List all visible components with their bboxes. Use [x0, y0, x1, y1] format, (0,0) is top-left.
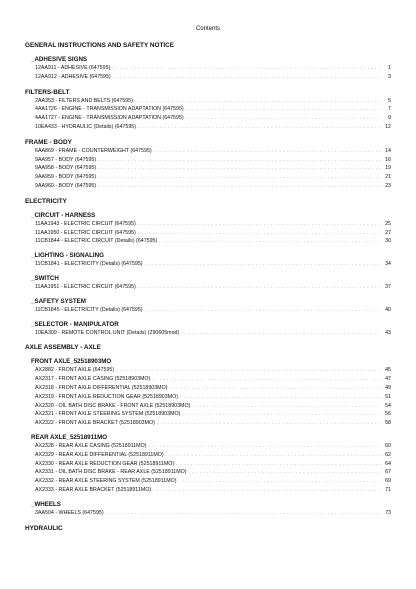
toc-subsection-title: _SAFETY SYSTEM — [31, 297, 86, 305]
toc-entry[interactable] — [35, 486, 391, 495]
toc-entry[interactable] — [35, 237, 391, 246]
toc-section-title: ELECTRICITY — [25, 197, 67, 205]
toc-entry-label: 10EA433 - HYDRAULIC (Details) (647595) — [35, 123, 136, 130]
dot-leader — [166, 451, 381, 460]
dot-leader — [176, 460, 381, 469]
toc-entry-label: AX2328 - REAR AXLE CASING (52518911MO) — [35, 442, 147, 449]
toc-entry[interactable] — [35, 393, 391, 402]
dot-leader — [138, 123, 381, 132]
dot-leader — [153, 486, 381, 495]
toc-page-number: 69 — [385, 478, 391, 485]
dot-leader — [145, 260, 381, 269]
table-of-contents — [25, 42, 391, 533]
dot-leader — [169, 384, 381, 393]
toc-page-number: 73 — [385, 509, 391, 516]
dot-leader — [189, 468, 381, 477]
toc-subsection-title: _SWITCH — [31, 274, 59, 282]
toc-entry-list — [35, 366, 391, 428]
toc-entry-list — [35, 64, 391, 82]
toc-page-number: 16 — [385, 156, 391, 163]
toc-entry[interactable] — [35, 97, 391, 106]
toc-page-number: 67 — [385, 469, 391, 476]
dot-leader — [98, 182, 381, 191]
toc-page-number: 43 — [385, 329, 391, 336]
toc-entry-label: AX2321 - FRONT AXLE STEERING SYSTEM (52518903MO) — [35, 411, 181, 418]
toc-entry-label: 11AA1943 - ELECTRIC CIRCUIT (647595) — [35, 220, 136, 227]
dot-leader — [182, 410, 381, 419]
toc-entry-list — [35, 220, 391, 246]
toc-page-number: 3 — [388, 73, 391, 80]
toc-page-number: 56 — [385, 411, 391, 418]
toc-entry[interactable] — [35, 283, 391, 292]
toc-entry-label: AX2333 - REAR AXLE BRACKET (52518911MO) — [35, 486, 152, 493]
dot-leader — [186, 114, 381, 123]
toc-page-number: 34 — [385, 261, 391, 268]
toc-entry[interactable] — [35, 410, 391, 419]
toc-entry-list — [35, 283, 391, 292]
toc-entry-label: AX2329 - REAR AXLE DIFFERENTIAL (52518911MO) — [35, 451, 164, 458]
toc-entry-label: 12AA911 - ADHESIVE (647595) — [35, 65, 111, 71]
toc-page-number: 49 — [385, 384, 391, 391]
toc-page-number: 21 — [385, 174, 391, 181]
dot-leader — [98, 173, 381, 182]
toc-entry[interactable] — [35, 114, 391, 123]
dot-leader — [179, 477, 381, 486]
toc-entry[interactable] — [35, 164, 391, 173]
toc-entry[interactable] — [35, 220, 391, 229]
toc-subsection-title: _LIGHTING - SIGNALING — [31, 252, 104, 260]
toc-page-number: 54 — [385, 402, 391, 409]
toc-entry[interactable] — [35, 229, 391, 238]
toc-page-number: 64 — [385, 460, 391, 467]
toc-entry-label: 12AA912 - ADHESIVE (647595) — [35, 73, 111, 80]
dot-leader — [138, 283, 381, 292]
toc-section-title: HYDRAULIC — [25, 524, 63, 532]
dot-leader — [181, 329, 381, 338]
toc-entry-label: 2AA353 - FILTERS AND BELTS (647595) — [35, 97, 133, 104]
toc-entry-list — [35, 509, 391, 518]
toc-section-title: GENERAL INSTRUCTIONS AND SAFETY NOTICE — [25, 42, 175, 49]
dot-leader — [157, 419, 381, 428]
toc-page-number: 45 — [385, 367, 391, 374]
toc-subsection-title: _CIRCUIT - HARNESS — [31, 211, 96, 219]
toc-entry-label: AX2331 - OIL BATH DISC BRAKE - REAR AXLE (52518911MO) — [35, 469, 187, 476]
dot-leader — [138, 229, 381, 238]
toc-entry[interactable] — [35, 477, 391, 486]
toc-entry[interactable] — [35, 173, 391, 182]
toc-page-number: 5 — [388, 97, 391, 104]
toc-entry-label: 6AA869 - FRAME - COUNTERWEIGHT (647595) — [35, 147, 152, 154]
dot-leader — [145, 306, 381, 315]
dot-leader — [106, 509, 381, 518]
toc-entry-list — [35, 329, 391, 338]
toc-page-number: 19 — [385, 165, 391, 172]
toc-section-title: FILTERS-BELT — [25, 88, 70, 96]
toc-entry[interactable] — [35, 419, 391, 428]
toc-page-number: 62 — [385, 451, 391, 458]
toc-page-number: 23 — [385, 182, 391, 189]
toc-page-number: 12 — [385, 123, 391, 130]
toc-page-number: 1 — [388, 65, 391, 71]
toc-entry-list — [35, 306, 391, 315]
toc-page-number: 7 — [388, 106, 391, 113]
toc-entry[interactable] — [35, 329, 391, 338]
toc-entry-label: AX2319 - FRONT AXLE REDUCTION GEAR (52518903MO) — [35, 393, 178, 400]
dot-leader — [135, 97, 381, 106]
toc-page-number: 25 — [385, 220, 391, 227]
toc-entry-label: 11CB1845 - ELECTRICITY (Details) (647595) — [35, 306, 143, 313]
toc-entry-list — [35, 260, 391, 269]
toc-entry-label: 9AA957 - BODY (647595) — [35, 156, 97, 163]
toc-entry-label: 4AA1726 - ENGINE - TRANSMISSION ADAPTATION (647595) — [35, 106, 184, 113]
dot-leader — [138, 220, 381, 229]
toc-entry-label: 9AA958 - BODY (647595) — [35, 165, 97, 172]
toc-entry-label: AX2332 - REAR AXLE STEERING SYSTEM (52518911MO) — [35, 478, 177, 485]
toc-entry-label: AX2330 - REAR AXLE REDUCTION GEAR (52518911MO) — [35, 460, 175, 467]
toc-page-number: 47 — [385, 376, 391, 383]
toc-page-number: 14 — [385, 147, 391, 154]
toc-entry[interactable] — [35, 64, 391, 73]
toc-entry[interactable] — [35, 105, 391, 114]
toc-entry-label: AX2322 - FRONT AXLE BRACKET (52518903MO) — [35, 420, 155, 427]
toc-entry[interactable] — [35, 123, 391, 132]
toc-entry-label: 11CB1841 - ELECTRICITY (Details) (647595) — [35, 261, 143, 268]
dot-leader — [186, 105, 381, 114]
toc-entry[interactable] — [35, 402, 391, 411]
toc-entry[interactable] — [35, 260, 391, 269]
toc-entry-label: 11AA1951 - ELECTRIC CIRCUIT (647595) — [35, 283, 136, 290]
toc-entry[interactable] — [35, 366, 391, 375]
dot-leader — [112, 64, 381, 73]
toc-entry[interactable] — [35, 73, 391, 82]
dot-leader — [180, 393, 381, 402]
toc-subsection-title: _SELECTOR - MANIPULATOR — [31, 320, 119, 328]
toc-page-number: 40 — [385, 306, 391, 313]
toc-page-number: 9 — [388, 115, 391, 122]
toc-subsection-title: REAR AXLE_52518911MO — [31, 433, 108, 441]
toc-entry[interactable] — [35, 384, 391, 393]
toc-page-number: 58 — [385, 420, 391, 427]
dot-leader — [98, 164, 381, 173]
toc-section-title: AXLE ASSEMBLY - AXLE — [25, 344, 101, 352]
dot-leader — [148, 442, 381, 451]
toc-entry[interactable] — [35, 509, 391, 518]
dot-leader — [113, 73, 381, 82]
toc-entry-label: 11AA1950 - ELECTRIC CIRCUIT (647595) — [35, 229, 136, 236]
toc-entry[interactable] — [35, 147, 391, 156]
toc-entry-label: AX2318 - FRONT AXLE DIFFERENTIAL (52518903MO) — [35, 384, 168, 391]
toc-subsection-title: _ADHESIVE SIGNS — [31, 56, 88, 63]
toc-entry[interactable] — [35, 156, 391, 165]
page-title: Contents — [195, 26, 220, 32]
toc-page-number: 60 — [385, 442, 391, 449]
toc-page-number: 51 — [385, 393, 391, 400]
toc-entry-label: AX2882 - FRONT AXLE (647595) — [35, 367, 115, 374]
toc-entry-label: 10EA309 - REMOTE CONTROL UNIT (Details) (290605mod) — [35, 329, 180, 336]
toc-entry[interactable] — [35, 468, 391, 477]
toc-entry[interactable] — [35, 306, 391, 315]
dot-leader — [152, 375, 381, 384]
toc-page-number: 30 — [385, 238, 391, 245]
toc-entry-label: 11CB1844 - ELECTRIC CIRCUIT (Details) (647595) — [35, 238, 158, 245]
toc-entry-label: 9AA959 - BODY (647595) — [35, 174, 97, 181]
toc-entry-list — [35, 442, 391, 495]
dot-leader — [192, 402, 381, 411]
toc-entry[interactable] — [35, 442, 391, 451]
toc-section-title: FRAME - BODY — [25, 138, 72, 146]
toc-entry-list — [35, 147, 391, 191]
dot-leader — [154, 147, 381, 156]
toc-page-number: 37 — [385, 283, 391, 290]
dot-leader — [159, 237, 381, 246]
toc-entry[interactable] — [35, 451, 391, 460]
toc-entry-label: AX2320 - OIL BATH DISC BRAKE - FRONT AXLE (52518903MO) — [35, 402, 191, 409]
toc-entry-label: 3AA504 - WHEELS (647595) — [35, 509, 104, 516]
toc-page-number: 27 — [385, 229, 391, 236]
toc-entry[interactable] — [35, 460, 391, 469]
toc-subsection-title: FRONT AXLE_52518903MO — [31, 358, 112, 366]
toc-entry-list — [35, 97, 391, 132]
toc-subsection-title: _WHEELS — [31, 500, 61, 508]
toc-entry-label: 9AA960 - BODY (647595) — [35, 182, 97, 189]
toc-entry-label: 4AA1727 - ENGINE - TRANSMISSION ADAPTATION (647595) — [35, 115, 184, 122]
toc-entry[interactable] — [35, 182, 391, 191]
dot-leader — [116, 366, 381, 375]
dot-leader — [98, 156, 381, 165]
toc-entry-label: AX2317 - FRONT AXLE CASING (52518903MO) — [35, 376, 151, 383]
toc-entry[interactable] — [35, 375, 391, 384]
toc-page-number: 71 — [385, 486, 391, 493]
